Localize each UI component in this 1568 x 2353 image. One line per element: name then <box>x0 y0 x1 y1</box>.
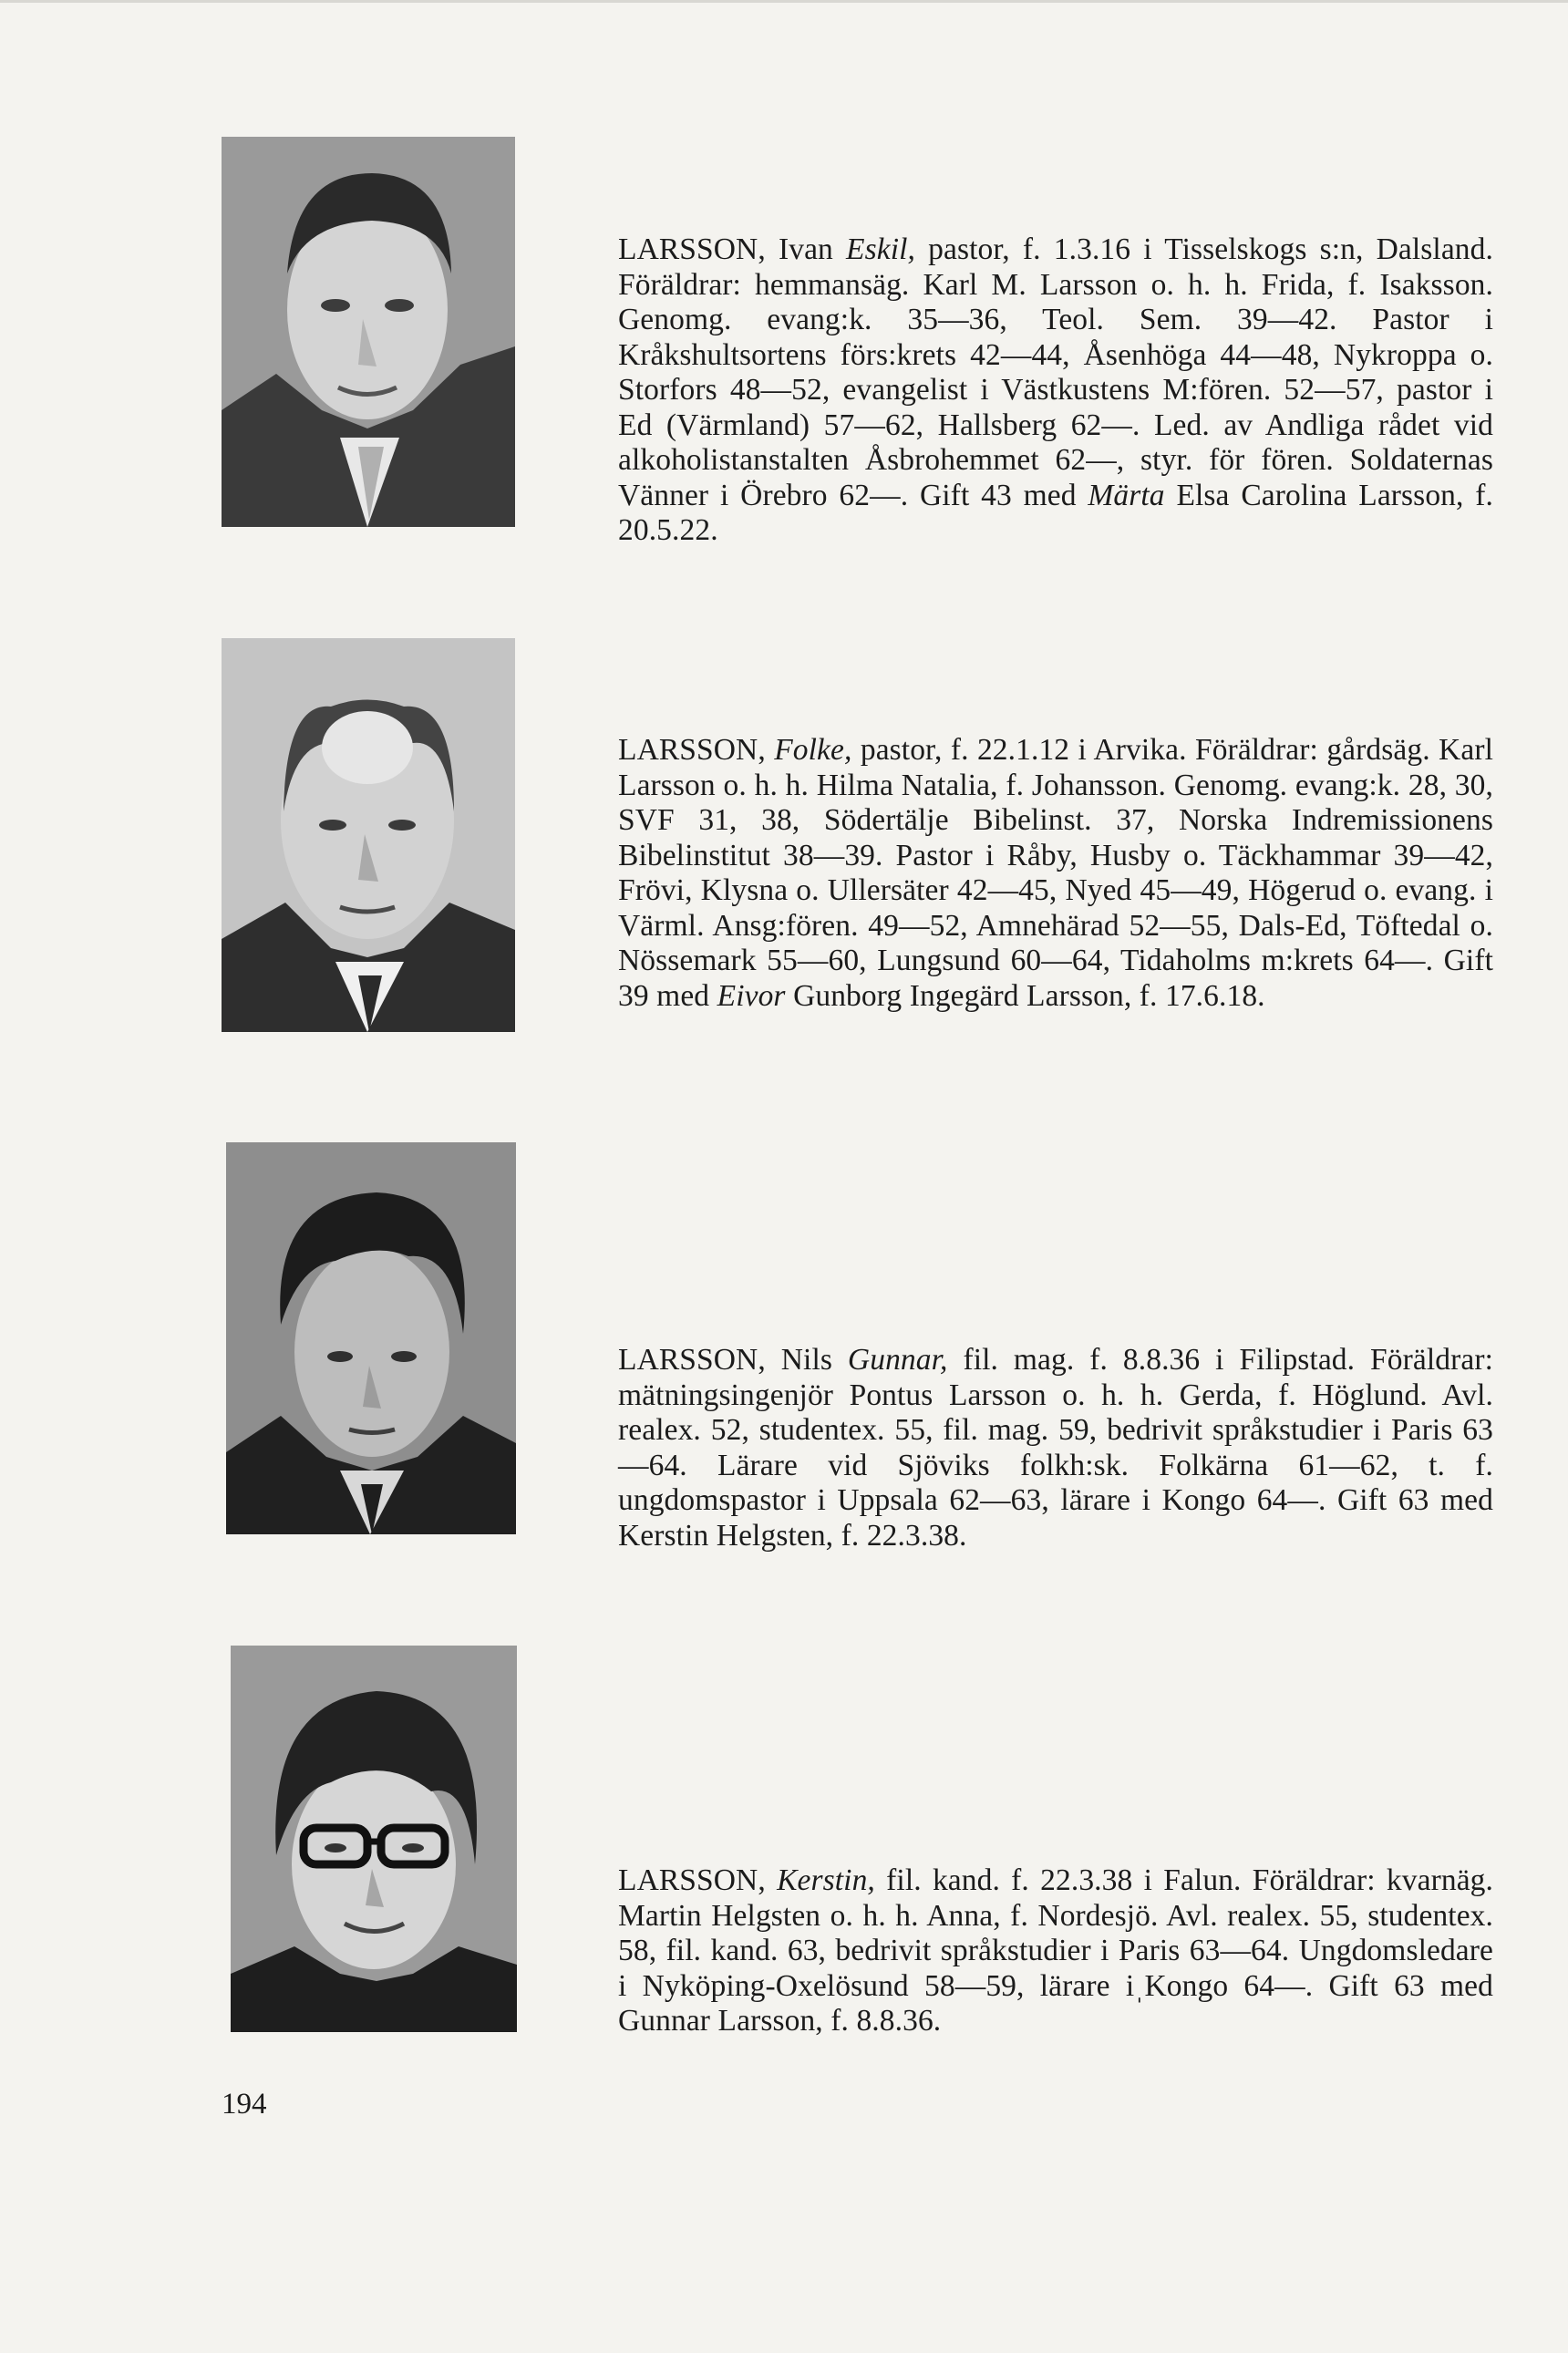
entry-tail: Gunborg Ingegärd Larsson, f. 17.6.18. <box>793 978 1265 1013</box>
entry-body: pastor, f. 22.1.12 i Arvika. Föräldrar: gårdsäg. Karl Larsson o. h. h. Hilma Natalia, f. Johansson. Genomg. evang:k. 28, 30, SVF 31, 38, Södertälje Bibelinst. 37, Norska Indremissionens Bibelinstitut 38—39. Pastor i Råby, Husby o. Täckhammar 39—42, Frövi, Klysna o. Ullersäter 42—45, Nyed 45—49, Högerud o. evang. i Värml. Ansg:fören. 49—52, Amnehärad 52—55, Dals-Ed, Töftedal o. Nössemark 55—60, Lungsund 60—64, Tidaholms m:krets 64—. Gift 39 med <box>618 733 1493 1013</box>
entry-surname: LARSSON, <box>618 1863 766 1897</box>
portrait-photo <box>222 638 515 1032</box>
entry-surname: LARSSON, <box>618 733 766 767</box>
entry-body: fil. mag. f. 8.8.36 i Filipstad. Föräldrar: mätningsingenjör Pontus Larsson o. h. h. Gerda, f. Höglund. Avl. realex. 52, studentex. 55, fil. mag. 59, bedrivit språkstudier i Paris 63—64. Lärare vid Sjöviks folkh:sk. Folkärna 61—62, t. f. ungdomspastor i Uppsala 62—63, lärare i Kongo 64—. Gift 63 med Kerstin Helgsten, f. 22.3.38. <box>618 1343 1493 1553</box>
portrait-photo <box>231 1646 517 2032</box>
entry-surname: LARSSON, <box>618 1343 766 1377</box>
entry-given-name: Ivan <box>778 232 833 266</box>
biography-entry <box>618 1343 1493 1553</box>
entry-spouse-name: Eivor <box>717 978 786 1013</box>
entry-called-name: Folke, <box>774 733 852 767</box>
biography-entry <box>618 1863 1493 2039</box>
entry-called-name: Eskil, <box>846 232 916 266</box>
entry-given-name: Nils <box>780 1343 832 1377</box>
entry-body: pastor, f. 1.3.16 i Tisselskogs s:n, Dalsland. Föräldrar: hemmansäg. Karl M. Larsson o. h. h. Frida, f. Isaksson. Genomg. evang:k. 35—36, Teol. Sem. 39—42. Pastor i Kråkshultsortens förs:krets 42—44, Åsenhöga 44—48, Nykroppa o. Storfors 48—52, evangelist i Västkustens M:fören. 52—57, pastor i Ed (Värmland) 57—62, Hallsberg 62—. Led. av Andliga rådet vid alkoholistanstalten Åsbrohemmet 62—, styr. för fören. Soldaternas Vänner i Örebro 62—. Gift 43 med <box>618 232 1493 512</box>
portrait-photo <box>222 137 515 527</box>
biography-entry <box>618 232 1493 549</box>
page-number: 194 <box>222 2088 267 2121</box>
entry-called-name: Kerstin, <box>777 1863 875 1897</box>
portrait-photo <box>226 1142 516 1534</box>
entry-spouse-name: Märta <box>1088 478 1165 512</box>
entry-called-name: Gunnar, <box>847 1343 948 1377</box>
entry-surname: LARSSON, <box>618 232 766 266</box>
biography-entry <box>618 733 1493 1014</box>
entry-body: fil. kand. f. 22.3.38 i Falun. Föräldrar: kvarnäg. Martin Helgsten o. h. h. Anna, f. Nordesjö. Avl. realex. 55, studentex. 58, fil. kand. 63, bedrivit språkstudier i Paris 63—64. Ungdomsledare i Nyköping-Oxelösund 58—59, lärare iˌKongo 64—. Gift 63 med Gunnar Larsson, f. 8.8.36. <box>618 1863 1493 2038</box>
entry-tail: Elsa Carolina Larsson, f. 20.5.22. <box>618 478 1494 547</box>
